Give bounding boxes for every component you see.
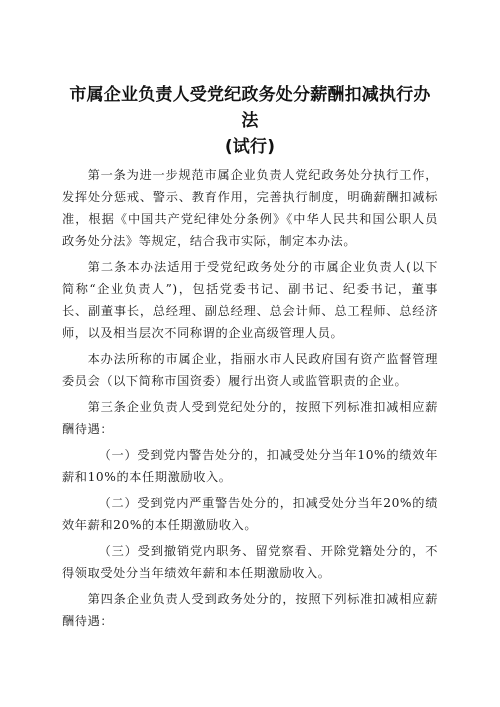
paragraph-article-3: 第三条企业负责人受到党纪处分的，按照下列标准扣减相应薪酬待遇：	[62, 400, 438, 436]
paragraph-scope-definition: 本办法所称的市属企业，指丽水市人民政府国有资产监督管理委员会（以下简称市国资委）履行出资人或监管职责的企业。	[62, 352, 438, 388]
paragraph-item-3: （三）受到撤销党内职务、留党察看、开除党籍处分的，不得领取受处分当年绩效年薪和本任期激励收入。	[62, 544, 438, 580]
paragraph-item-2: （二）受到党内严重警告处分的，扣减受处分当年20%的绩效年薪和20%的本任期激励收入。	[62, 496, 438, 532]
paragraph-item-1: （一）受到党内警告处分的，扣减受处分当年10%的绩效年薪和10%的本任期激励收入。	[62, 448, 438, 484]
title-line-1: 市属企业负责人受党纪政务处分薪酬扣减执行办法	[69, 85, 431, 131]
paragraph-article-2: 第二条本办法适用于受党纪政务处分的市属企业负责人(以下简称“企业负责人”)，包括党委书记、副书记、纪委书记，董事长、副董事长，总经理、副总经理、总会计师、总工程师、总经济师，以及相当层次不同称谓的企业高级管理人员。	[62, 260, 438, 340]
title-line-2: (试行)	[224, 137, 276, 157]
document-title	[62, 82, 438, 160]
paragraph-article-1: 第一条为进一步规范市属企业负责人党纪政务处分执行工作，发挥处分惩戒、警示、教育作用，完善执行制度，明确薪酬扣减标准，根据《中国共产党纪律处分条例》《中华人民共和国公职人员政务处分法》等规定，结合我市实际，制定本办法。	[62, 168, 438, 248]
paragraph-article-4: 第四条企业负责人受到政务处分的，按照下列标准扣减相应薪酬待遇：	[62, 592, 438, 628]
